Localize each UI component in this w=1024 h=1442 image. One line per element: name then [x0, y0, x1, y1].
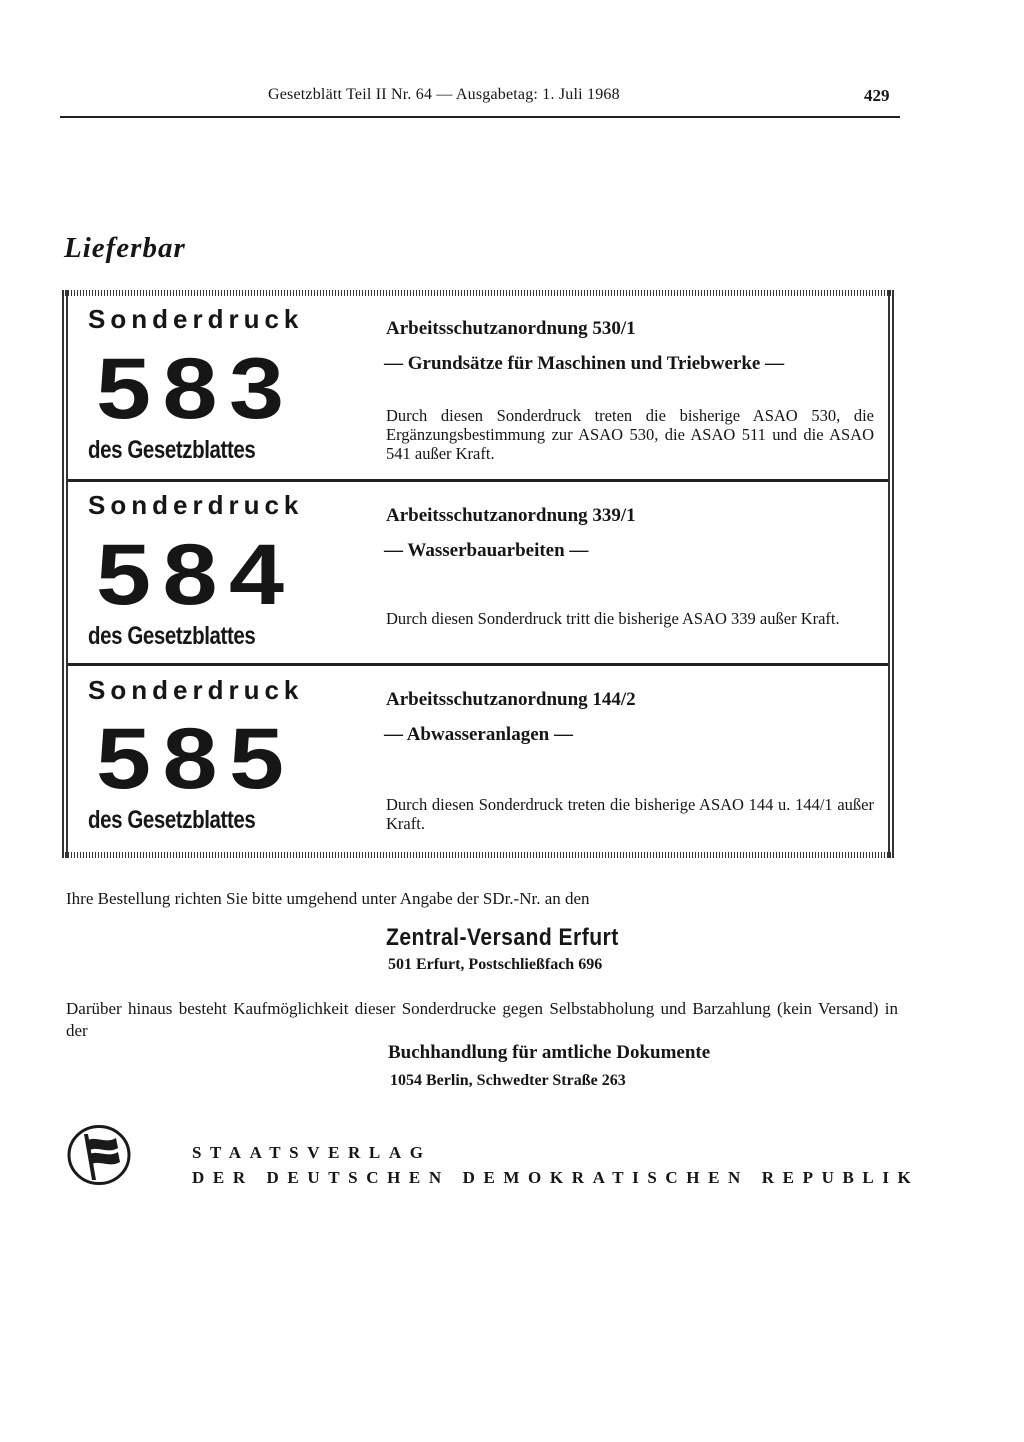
running-header: Gesetzblätt Teil II Nr. 64 — Ausgabetag: 1. Juli 1968 — [268, 86, 620, 103]
lieferbar-heading: Lieferbar — [64, 232, 186, 264]
sonderdruck-label: Sonderdruck — [88, 675, 304, 705]
sonderdruck-label: Sonderdruck — [88, 490, 304, 520]
ordinance-description: Durch diesen Sonderdruck treten die bisherige ASAO 144 u. 144/1 außer Kraft. — [386, 795, 874, 833]
sonderdruck-suffix: des Gesetzblattes — [88, 622, 256, 650]
ordinance-title: Arbeitsschutzanordnung 144/2 — [386, 689, 636, 710]
box-separator — [68, 663, 888, 666]
bookshop-name: Buchhandlung für amtliche Dokumente — [388, 1042, 711, 1063]
box-top-border — [62, 290, 894, 296]
ordinance-subtitle: — Abwasseranlagen — — [384, 724, 573, 745]
page-number: 429 — [864, 86, 890, 105]
ordinance-subtitle: — Grundsätze für Maschinen und Triebwerke — — [384, 353, 785, 374]
ordinance-description: Durch diesen Sonderdruck treten die bisherige ASAO 530, die Ergänzungsbestimmung zur ASAO 530, die ASAO 511 und die ASAO 541 außer Kraft. — [386, 406, 874, 463]
purchase-info: Darüber hinaus besteht Kaufmöglichkeit dieser Sonderdrucke gegen Selbstabholung und Barzahlung (kein Versand) in der — [66, 999, 898, 1040]
sonderdruck-number: 585 — [96, 711, 296, 807]
publisher-line-2: DER DEUTSCHEN DEMOKRATISCHEN REPUBLIK — [192, 1168, 920, 1187]
order-recipient: Zentral-Versand Erfurt — [386, 924, 619, 951]
sonderdruck-number: 584 — [96, 527, 296, 623]
ordinance-title: Arbeitsschutzanordnung 530/1 — [386, 318, 636, 339]
sonderdruck-suffix: des Gesetzblattes — [88, 436, 256, 464]
order-address: 501 Erfurt, Postschließfach 696 — [388, 956, 603, 973]
box-separator — [68, 479, 888, 482]
bookshop-address: 1054 Berlin, Schwedter Straße 263 — [390, 1072, 626, 1089]
ordinance-subtitle: — Wasserbauarbeiten — — [384, 540, 589, 561]
header-rule — [60, 116, 900, 118]
ordinance-description: Durch diesen Sonderdruck tritt die bisherige ASAO 339 außer Kraft. — [386, 609, 840, 628]
order-instruction: Ihre Bestellung richten Sie bitte umgehend unter Angabe der SDr.-Nr. an den — [66, 889, 590, 908]
publisher-line-1: STAATSVERLAG — [192, 1143, 432, 1162]
box-bottom-border — [62, 852, 894, 858]
staatsverlag-logo-icon — [66, 1124, 132, 1186]
sonderdruck-number: 583 — [96, 341, 296, 437]
sonderdruck-label: Sonderdruck — [88, 304, 304, 334]
ordinance-title: Arbeitsschutzanordnung 339/1 — [386, 505, 636, 526]
sonderdruck-suffix: des Gesetzblattes — [88, 806, 256, 834]
